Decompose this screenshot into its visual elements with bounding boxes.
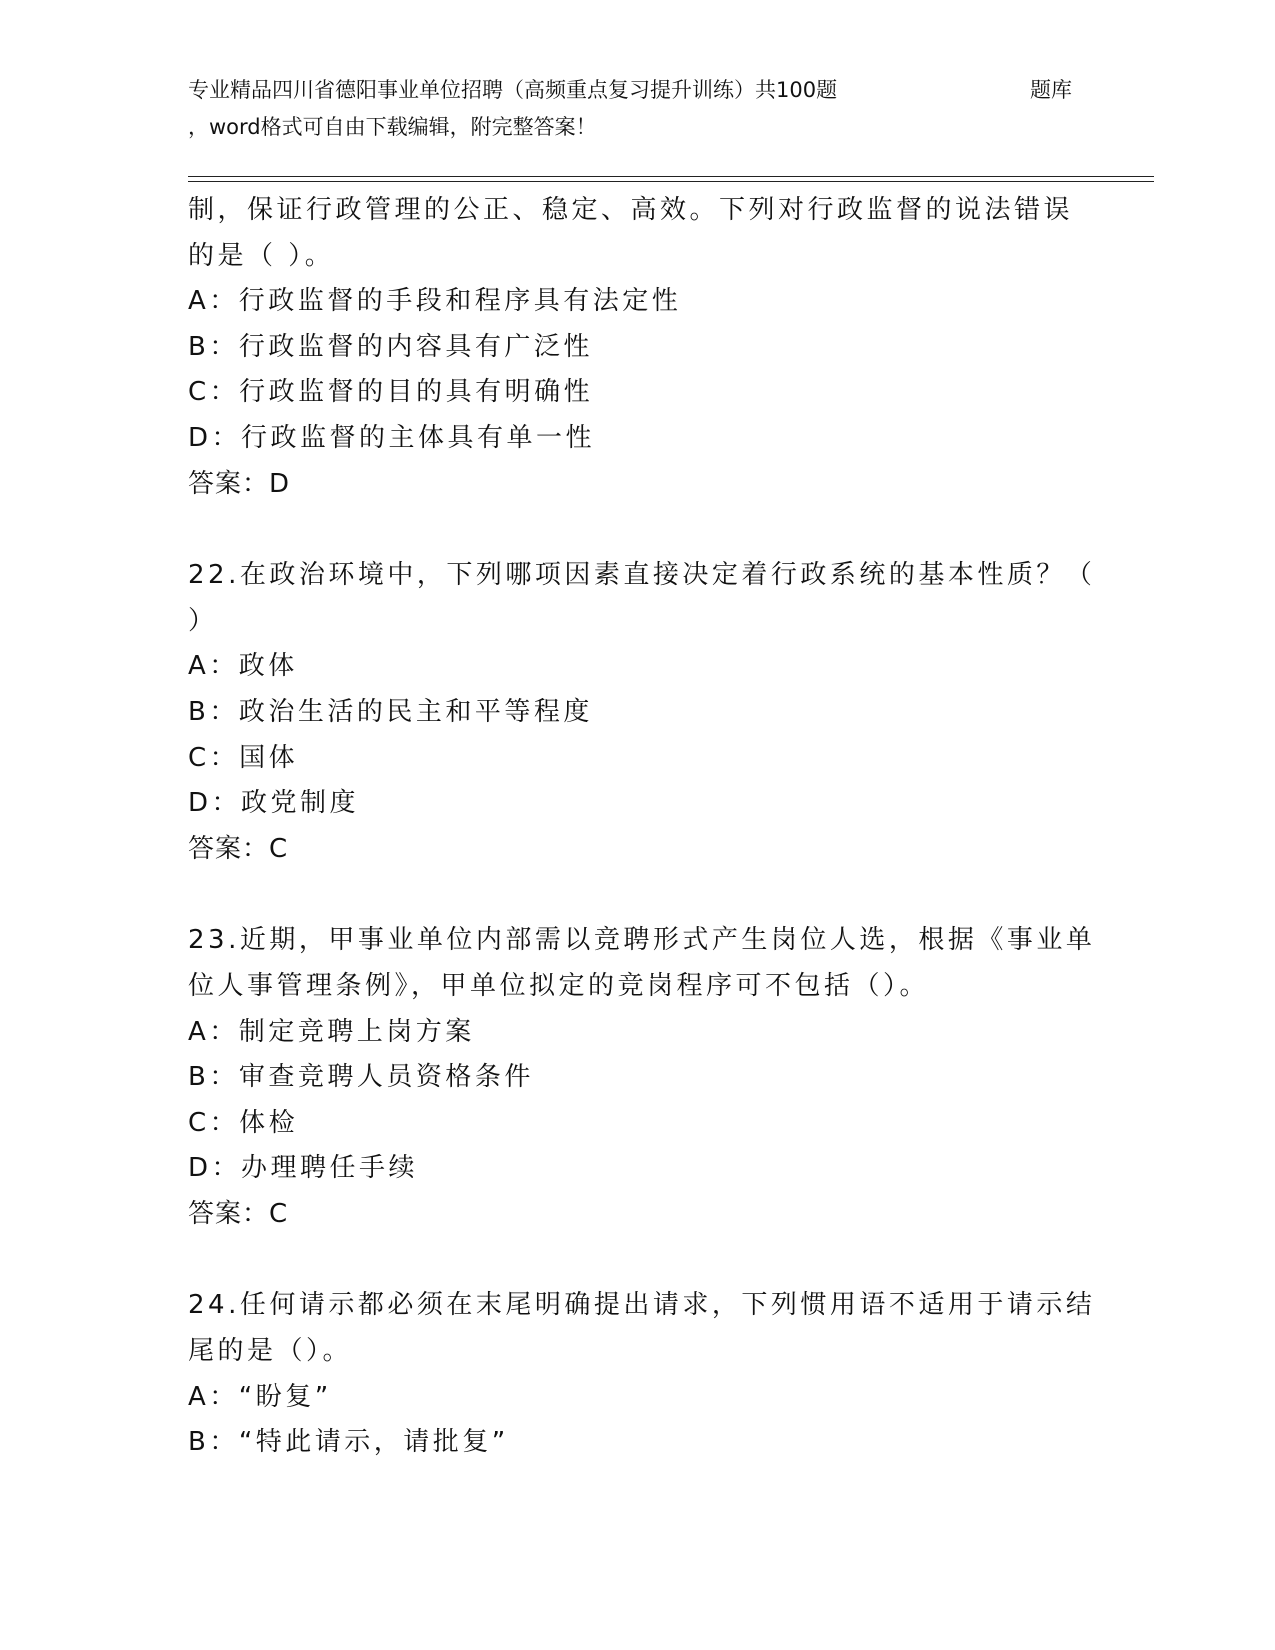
- page-header: [188, 72, 1088, 146]
- question-text-line: 24.任何请示都必须在末尾明确提出请求，下列惯用语不适用于请示结: [188, 1290, 1096, 1321]
- option-c: C：行政监督的目的具有明确性: [188, 377, 594, 408]
- header-tag: 题库: [1030, 78, 1072, 102]
- option-d: D：政党制度: [188, 788, 360, 819]
- option-c: C：国体: [188, 742, 299, 773]
- page-content: [188, 188, 1096, 1466]
- header-rule-bottom: [188, 181, 1154, 182]
- question-block-continued: [188, 188, 1088, 507]
- question-text-line: 尾的是（）。: [188, 1336, 353, 1367]
- answer-line: 答案：C: [188, 1198, 289, 1229]
- option-a: A：行政监督的手段和程序具有法定性: [188, 286, 682, 317]
- option-b: B：审查竞聘人员资格条件: [188, 1062, 534, 1093]
- option-b: B：“特此请示，请批复”: [188, 1427, 509, 1458]
- question-text-line: 23.近期，甲事业单位内部需以竞聘形式产生岗位人选，根据《事业单: [188, 925, 1096, 956]
- option-b: B：政治生活的民主和平等程度: [188, 696, 593, 727]
- question-text-line: ）: [188, 605, 218, 636]
- question-text-line: 的是（ ）。: [188, 240, 335, 271]
- header-rule-top: [188, 176, 1154, 177]
- option-c: C：体检: [188, 1107, 299, 1138]
- option-a: A：“盼复”: [188, 1381, 332, 1412]
- answer-line: 答案：D: [188, 468, 291, 499]
- option-d: D：办理聘任手续: [188, 1153, 419, 1184]
- option-a: A：制定竞聘上岗方案: [188, 1016, 475, 1047]
- question-block-22: [188, 553, 1096, 872]
- option-a: A：政体: [188, 651, 298, 682]
- header-title-line1: 专业精品四川省德阳事业单位招聘（高频重点复习提升训练）共100题: [188, 78, 838, 102]
- header-title-line2: ，word格式可自由下载编辑，附完整答案！: [188, 115, 597, 139]
- question-text-line: 22.在政治环境中，下列哪项因素直接决定着行政系统的基本性质？（: [188, 560, 1096, 591]
- answer-line: 答案：C: [188, 833, 289, 864]
- question-text-line: 位人事管理条例》，甲单位拟定的竞岗程序可不包括（）。: [188, 970, 930, 1001]
- question-block-23: [188, 918, 1096, 1237]
- question-block-24: [188, 1283, 1096, 1465]
- option-d: D：行政监督的主体具有单一性: [188, 422, 596, 453]
- option-b: B：行政监督的内容具有广泛性: [188, 331, 593, 362]
- question-text-line: 制，保证行政管理的公正、稳定、高效。下列对行政监督的说法错误: [188, 195, 1074, 225]
